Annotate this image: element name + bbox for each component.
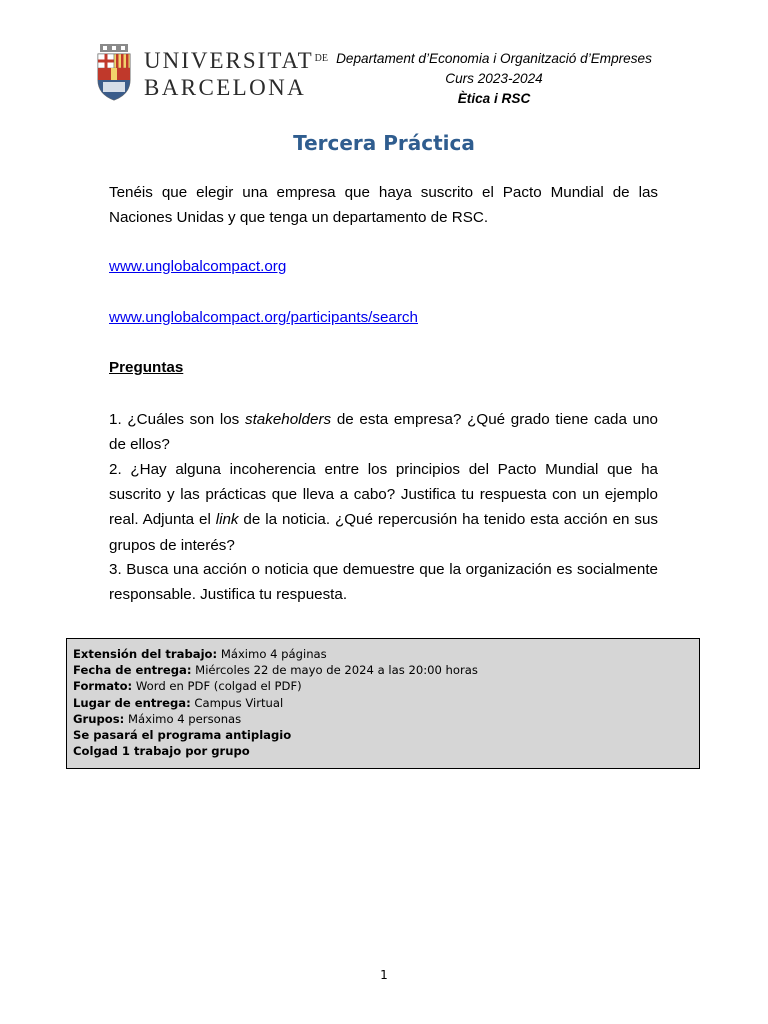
question-1 xyxy=(109,407,658,457)
info-row xyxy=(73,646,693,662)
page-title: Tercera Práctica xyxy=(293,131,475,155)
participants-search-link[interactable]: www.unglobalcompact.org/participants/search xyxy=(109,309,418,326)
info-row xyxy=(73,727,693,743)
question-2-emphasis: link xyxy=(215,511,239,529)
question-3: 3. Busca una acción o noticia que demuestre que la organización es socialmente responsable. Justifica tu respuesta. xyxy=(109,561,658,604)
info-row xyxy=(73,695,693,711)
university-shield-icon xyxy=(94,42,134,102)
info-label: Grupos: xyxy=(73,711,125,726)
info-value: Word en PDF (colgad el PDF) xyxy=(132,679,302,694)
university-line2: BARCELONA xyxy=(144,75,307,100)
question-2-text-b: de la noticia. ¿Qué repercusión ha tenido esta acción en sus grupos de interés? xyxy=(109,511,658,554)
questions-heading: Preguntas xyxy=(109,359,184,376)
info-row xyxy=(73,662,693,678)
question-2 xyxy=(109,457,658,558)
subject-name: Ètica i RSC xyxy=(457,91,531,106)
header-info xyxy=(314,49,674,109)
department-name: Departament d’Economia i Organització d’Empreses xyxy=(336,51,652,66)
info-row xyxy=(73,678,693,694)
intro-paragraph: Tenéis que elegir una empresa que haya suscrito el Pacto Mundial de las Naciones Unidas y que tenga un departamento de RSC. xyxy=(109,184,658,227)
info-label: Colgad 1 trabajo por grupo xyxy=(73,744,250,759)
course-year: Curs 2023-2024 xyxy=(445,71,543,86)
info-value: Máximo 4 personas xyxy=(124,711,242,726)
info-label: Extensión del trabajo: xyxy=(73,647,218,661)
assignment-info-box xyxy=(66,638,700,769)
info-label: Formato: xyxy=(73,679,133,694)
question-1-emphasis: stakeholders xyxy=(244,411,332,428)
university-line1: UNIVERSITAT xyxy=(144,48,314,73)
info-label: Lugar de entrega: xyxy=(73,695,191,710)
info-value: Máximo 4 páginas xyxy=(217,647,327,661)
question-1-text-b: de esta empresa? ¿Qué grado tiene cada uno de ellos? xyxy=(109,411,658,454)
unglobalcompact-link[interactable]: www.unglobalcompact.org xyxy=(109,258,287,275)
info-value: Miércoles 22 de mayo de 2024 a las 20:00 horas xyxy=(191,663,478,678)
question-1-text-a: 1. ¿Cuáles son los xyxy=(109,411,245,428)
info-label: Se pasará el programa antiplagio xyxy=(73,728,292,743)
university-logo xyxy=(92,42,328,102)
info-row xyxy=(73,711,693,727)
university-de: DE xyxy=(314,53,328,64)
page-number: 1 xyxy=(380,968,388,982)
info-value: Campus Virtual xyxy=(190,695,284,710)
info-row xyxy=(73,743,693,759)
question-2-text-a: 2. ¿Hay alguna incoherencia entre los principios del Pacto Mundial que ha suscrito y las prácticas que lleva a cabo? Justifica tu respuesta con un ejemplo real. Adjunta el xyxy=(109,461,658,529)
info-label: Fecha de entrega: xyxy=(73,663,192,678)
